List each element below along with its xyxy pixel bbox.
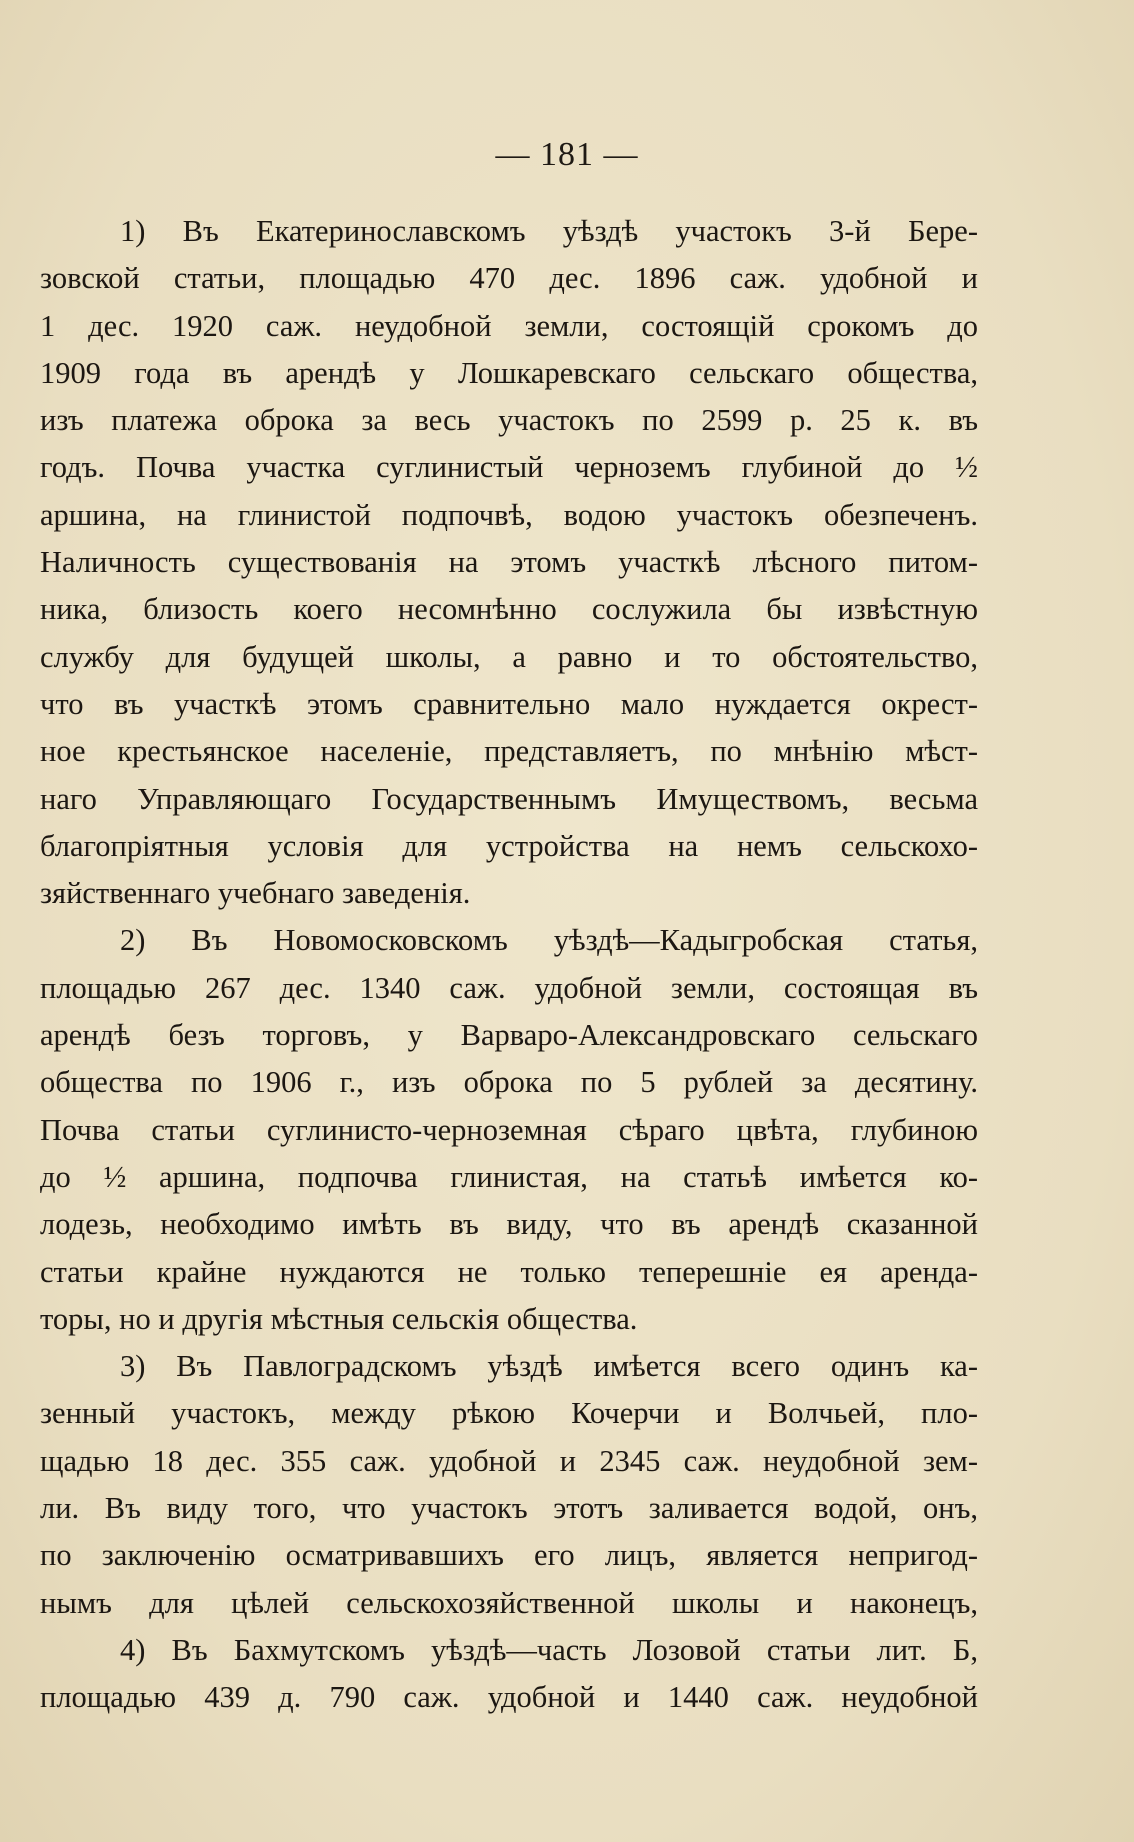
text-line: площадью 267 дес. 1340 саж. удобной земли, состоящая въ <box>40 970 978 1005</box>
text-line: благопріятныя условія для устройства на немъ сельскохо- <box>40 828 978 863</box>
text-line: арендѣ безъ торговъ, у Варваро-Александровскаго сельскаго <box>40 1018 978 1053</box>
text-line: до ½ аршина, подпочва глинистая, на статьѣ имѣется ко- <box>40 1159 978 1194</box>
text-line: Почва статьи суглинисто-черноземная сѣраго цвѣта, глубиною <box>40 1112 978 1147</box>
text-line: службу для будущей школы, а равно и то обстоятельство, <box>40 639 978 674</box>
text-line: 1 дес. 1920 саж. неудобной земли, состоящій срокомъ до <box>40 308 978 343</box>
text-line: 1) Въ Екатеринославскомъ уѣздѣ участокъ 3-й Бере- <box>120 214 978 248</box>
text-line: ли. Въ виду того, что участокъ этотъ заливается водой, онъ, <box>40 1491 978 1526</box>
text-line: Наличность существованія на этомъ участкѣ лѣсного питом- <box>40 545 978 580</box>
text-line: нымъ для цѣлей сельскохозяйственной школы и наконецъ, <box>40 1585 978 1620</box>
text-line: годъ. Почва участка суглинистый черноземъ глубиной до ½ <box>40 450 978 485</box>
text-line: зяйственнаго учебнаго заведенія. <box>40 876 471 911</box>
text-line: 2) Въ Новомосковскомъ уѣздѣ—Кадыгробская статья, <box>120 923 978 958</box>
text-line: торы, но и другія мѣстныя сельскія общества. <box>40 1301 638 1336</box>
text-line: ника, близость коего несомнѣнно сослужила бы извѣстную <box>40 592 978 627</box>
text-line: зовской статьи, площадью 470 дес. 1896 саж. удобной и <box>40 261 978 296</box>
text-line: ное крестьянское населеніе, представляетъ, по мнѣнію мѣст- <box>40 734 978 769</box>
text-line: по заключенію осматривавшихъ его лицъ, является непригод- <box>40 1538 978 1573</box>
page-number: — 181 — <box>495 136 639 173</box>
text-line: площадью 439 д. 790 саж. удобной и 1440 саж. неудобной <box>40 1680 978 1715</box>
text-line: статьи крайне нуждаются не только теперешніе ея аренда- <box>40 1254 978 1289</box>
body-text <box>40 208 978 1722</box>
text-line: наго Управляющаго Государственнымъ Имуществомъ, весьма <box>40 781 978 816</box>
text-line: 4) Въ Бахмутскомъ уѣздѣ—часть Лозовой статьи лит. Б, <box>120 1632 978 1667</box>
text-line: 3) Въ Павлоградскомъ уѣздѣ имѣется всего одинъ ка- <box>120 1349 978 1384</box>
text-line: зенный участокъ, между рѣкою Кочерчи и Волчьей, пло- <box>40 1396 978 1431</box>
text-line: лодезь, необходимо имѣть въ виду, что въ арендѣ сказанной <box>40 1207 978 1242</box>
text-line: что въ участкѣ этомъ сравнительно мало нуждается окрест- <box>40 686 978 721</box>
text-line: изъ платежа оброка за весь участокъ по 2599 р. 25 к. въ <box>40 403 978 438</box>
text-line: щадью 18 дес. 355 саж. удобной и 2345 саж. неудобной зем- <box>40 1443 978 1478</box>
text-line: общества по 1906 г., изъ оброка по 5 рублей за десятину. <box>40 1065 978 1100</box>
text-line: аршина, на глинистой подпочвѣ, водою участокъ обезпеченъ. <box>40 497 978 532</box>
text-line: 1909 года въ арендѣ у Лошкаревскаго сельскаго общества, <box>40 355 978 390</box>
